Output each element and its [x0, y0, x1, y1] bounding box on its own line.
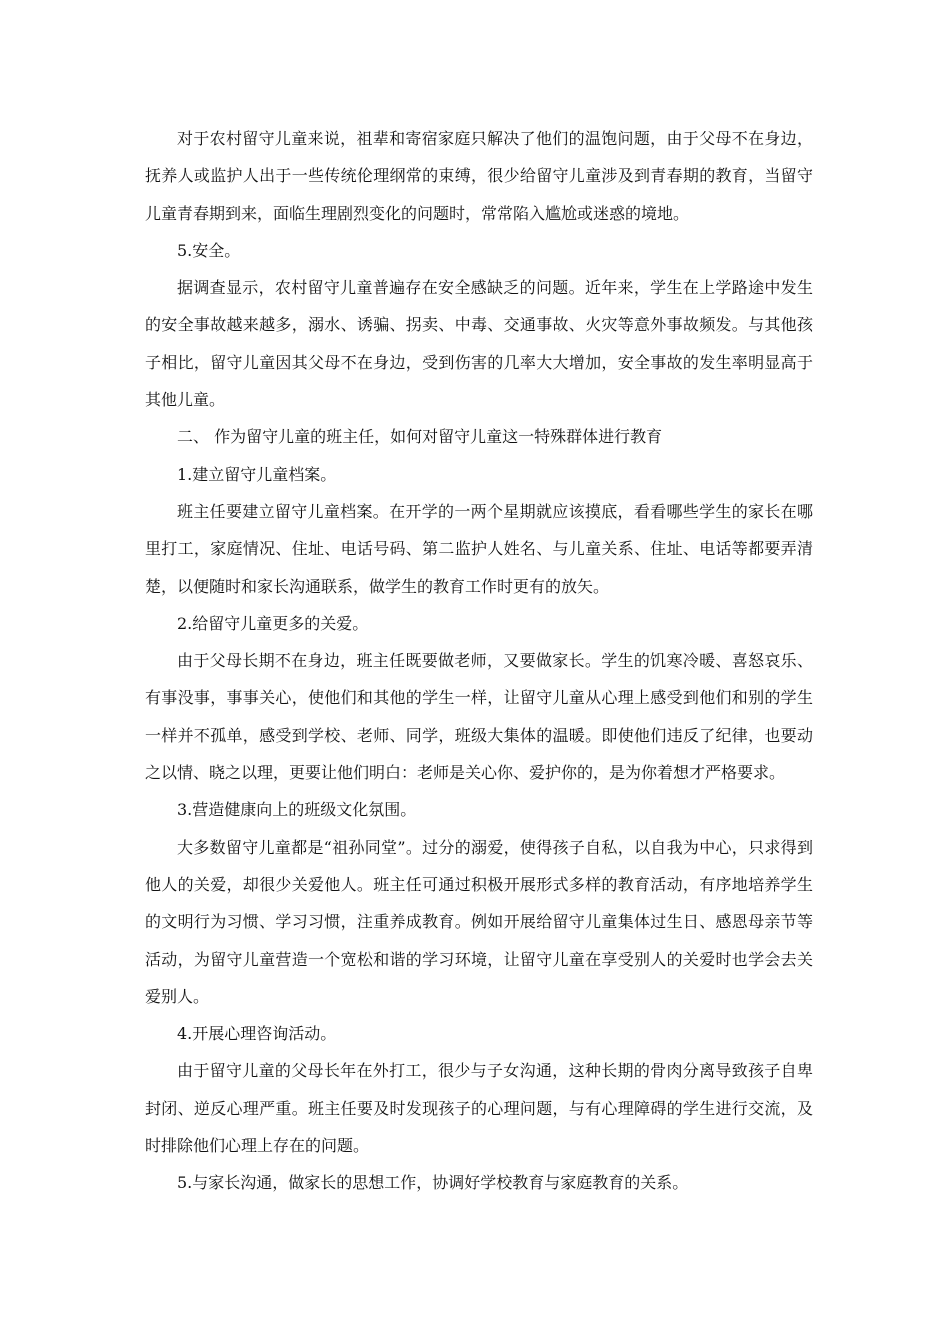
- heading-culture: 3.营造健康向上的班级文化氛围。: [177, 800, 417, 820]
- heading-care: 2.给留守儿童更多的关爱。: [177, 613, 369, 633]
- paragraph-care: 由于父母长期不在身边，班主任既要做老师，又要做家长。学生的饥寒冷暖、喜怒哀乐、有事没事，事事关心，使他们和其他的学生一样，让留守儿童从心理上感受到他们和别的学生一样并不孤单，感受到学校、老师、同学，班级大集体的温暖。即使他们违反了纪律，也要动之以情、晓之以理，更要让他们明白：老师是关心你、爱护你的，是为你着想才严格要求。: [145, 651, 813, 783]
- paragraph-intro: 对于农村留守儿童来说，祖辈和寄宿家庭只解决了他们的温饱问题，由于父母不在身边，抚养人或监护人出于一些传统伦理纲常的束缚，很少给留守儿童涉及到青春期的教育，当留守儿童青春期到来，面临生理剧烈变化的问题时，常常陷入尴尬或迷惑的境地。: [145, 129, 813, 223]
- paragraph-culture: 大多数留守儿童都是“祖孙同堂”。过分的溺爱，使得孩子自私，以自我为中心，只求得到他人的关爱，却很少关爱他人。班主任可通过积极开展形式多样的教育活动，有序地培养学生的文明行为习惯、学习习惯，注重养成教育。例如开展给留守儿童集体过生日、感恩母亲节等活动，为留守儿童营造一个宽松和谐的学习环境，让留守儿童在享受别人的关爱时也学会去关爱别人。: [145, 837, 813, 1006]
- heading-parents: 5.与家长沟通，做家长的思想工作，协调好学校教育与家庭教育的关系。: [177, 1173, 689, 1193]
- section-heading-education: 二、 作为留守儿童的班主任，如何对留守儿童这一特殊群体进行教育: [177, 427, 663, 447]
- document-body: [145, 120, 813, 1202]
- heading-counseling: 4.开展心理咨询活动。: [177, 1024, 337, 1044]
- paragraph-archive: 班主任要建立留守儿童档案。在开学的一两个星期就应该摸底，看看哪些学生的家长在哪里打工，家庭情况、住址、电话号码、第二监护人姓名、与儿童关系、住址、电话等都要弄清楚，以便随时和家长沟通联系，做学生的教育工作时更有的放矢。: [145, 501, 813, 596]
- heading-safety: 5.安全。: [177, 240, 241, 260]
- paragraph-safety: 据调查显示，农村留守儿童普遍存在安全感缺乏的问题。近年来，学生在上学路途中发生的安全事故越来越多，溺水、诱骗、拐卖、中毒、交通事故、火灾等意外事故频发。与其他孩子相比，留守儿童因其父母不在身边，受到伤害的几率大大增加，安全事故的发生率明显高于其他儿童。: [145, 278, 813, 410]
- heading-archive: 1.建立留守儿童档案。: [177, 464, 337, 484]
- paragraph-counseling: 由于留守儿童的父母长年在外打工，很少与子女沟通，这种长期的骨肉分离导致孩子自卑封闭、逆反心理严重。班主任要及时发现孩子的心理问题，与有心理障碍的学生进行交流，及时排除他们心理上存在的问题。: [145, 1061, 813, 1156]
